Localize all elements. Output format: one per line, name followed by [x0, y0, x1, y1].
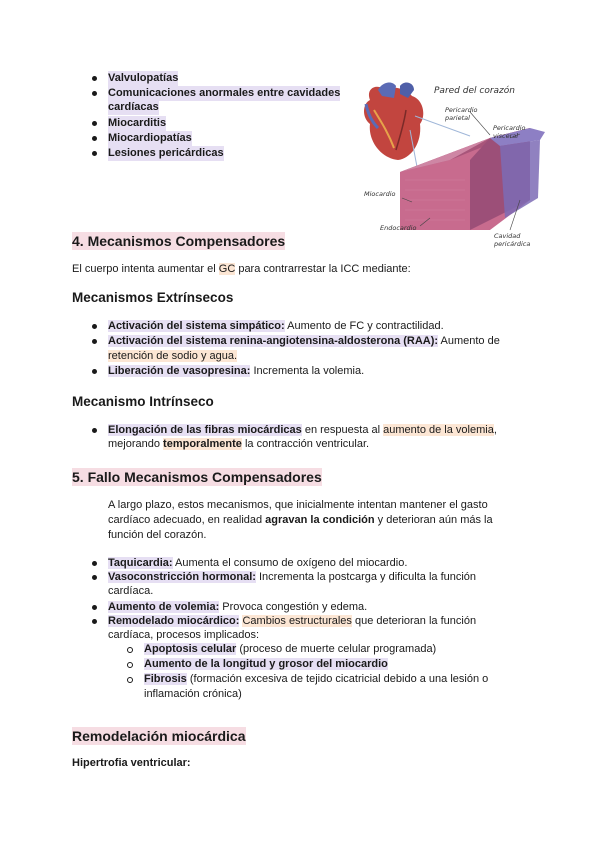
figure-label-pericardio-visceral: Pericardio visceral — [493, 124, 526, 140]
list-item: Vasoconstricción hormonal: Incrementa la postcarga y dificulta la función — [108, 571, 477, 583]
list-item-continuation: retención de sodio y agua. — [108, 350, 238, 362]
subsection-heading: Mecanismo Intrínseco — [72, 394, 214, 409]
heart-wall-illustration — [360, 80, 545, 250]
figure-title: Pared del corazón — [434, 86, 515, 96]
paragraph-line: A largo plazo, estos mecanismos, que inicialmente intentan mantener el gasto — [108, 499, 488, 511]
bullet-icon — [92, 575, 97, 580]
bullet-icon — [92, 561, 97, 566]
highlight-gc: GC — [218, 263, 236, 275]
bullet-icon — [92, 619, 97, 624]
sub-list-item-continuation: inflamación crónica) — [144, 688, 242, 700]
list-item-continuation: cardíaca, procesos implicados: — [108, 629, 260, 641]
bullet-icon — [92, 605, 97, 610]
list-item-continuation: cardíacas — [108, 101, 159, 113]
list-item: Lesiones pericárdicas — [108, 147, 224, 159]
circle-bullet-icon — [127, 662, 133, 668]
list-item: Miocarditis — [108, 117, 167, 129]
figure-label-miocardio: Miocardio — [364, 190, 396, 198]
circle-bullet-icon — [127, 647, 133, 653]
sub-list-item: Aumento de la longitud y grosor del miocardio — [144, 658, 388, 670]
figure-label-pericardio-parietal: Pericardio parietal — [445, 106, 478, 122]
list-item: Taquicardia: Aumenta el consumo de oxígeno del miocardio. — [108, 557, 408, 569]
section-heading: 5. Fallo Mecanismos Compensadores — [72, 469, 322, 485]
sub-list-item: Apoptosis celular (proceso de muerte celular programada) — [144, 643, 437, 655]
subheading: Hipertrofia ventricular: — [72, 757, 191, 769]
circle-bullet-icon — [127, 677, 133, 683]
bullet-icon — [92, 76, 97, 81]
list-item: Liberación de vasopresina: Incrementa la volemia. — [108, 365, 365, 377]
list-item-continuation: cardíaca. — [108, 585, 154, 597]
sub-list-item: Fibrosis (formación excesiva de tejido cicatricial debido a una lesión o — [144, 673, 489, 685]
list-item: Elongación de las fibras miocárdicas en respuesta al aumento de la volemia, — [108, 424, 497, 436]
list-item: Activación del sistema simpático: Aumento de FC y contractilidad. — [108, 320, 444, 332]
list-item: Aumento de volemia: Provoca congestión y edema. — [108, 601, 368, 613]
paragraph-line: función del corazón. — [108, 529, 207, 541]
bullet-icon — [92, 136, 97, 141]
intro-paragraph: El cuerpo intenta aumentar el GC para contrarrestar la ICC mediante: — [72, 263, 411, 275]
bullet-icon — [92, 151, 97, 156]
figure-label-cavidad-pericardica: Cavidad pericárdica — [494, 232, 531, 248]
list-item: Miocardiopatías — [108, 132, 192, 144]
figure-label-endocardio: Endocardio — [380, 224, 417, 232]
bullet-icon — [92, 121, 97, 126]
list-item: Comunicaciones anormales entre cavidades — [108, 87, 341, 99]
section-heading: Remodelación miocárdica — [72, 728, 246, 744]
list-item: Activación del sistema renina-angiotensina-aldosterona (RAA): Aumento de — [108, 335, 500, 347]
section-heading: 4. Mecanismos Compensadores — [72, 233, 286, 249]
paragraph-line: cardíaco adecuado, en realidad agravan la condición y deterioran aún más la — [108, 514, 493, 526]
bullet-icon — [92, 324, 97, 329]
bullet-icon — [92, 428, 97, 433]
bullet-icon — [92, 369, 97, 374]
list-item-continuation: mejorando temporalmente la contracción ventricular. — [108, 438, 370, 450]
list-item: Valvulopatías — [108, 72, 179, 84]
bullet-icon — [92, 339, 97, 344]
bullet-icon — [92, 91, 97, 96]
list-item: Remodelado miocárdico: Cambios estructurales que deterioran la función — [108, 615, 477, 627]
subsection-heading: Mecanismos Extrínsecos — [72, 290, 234, 305]
